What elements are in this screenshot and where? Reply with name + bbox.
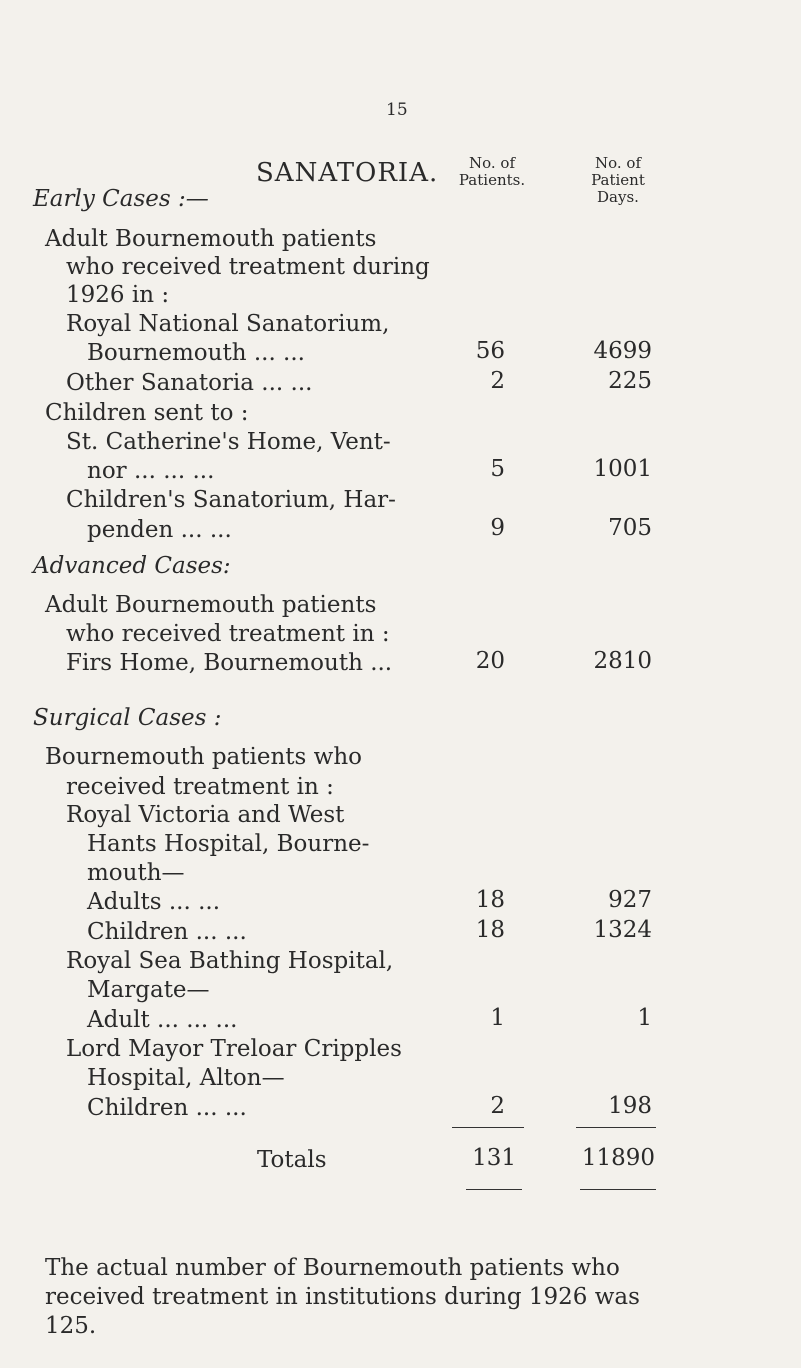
totals-rule-top-days bbox=[576, 1127, 656, 1128]
advanced-intro-line1: Adult Bournemouth patients bbox=[45, 592, 377, 618]
column-header-days bbox=[563, 155, 673, 206]
royal-victoria-line1: Royal Victoria and West bbox=[66, 802, 345, 828]
column-header-days-line3: Days. bbox=[597, 188, 639, 206]
column-header-days-line1: No. of bbox=[594, 154, 641, 172]
adults-label: Adults ... ... bbox=[87, 889, 221, 915]
column-header-days-line2: Patient bbox=[591, 171, 645, 189]
lm-children-patients: 2 bbox=[490, 1093, 505, 1119]
early-intro-line3: 1926 in : bbox=[66, 282, 170, 308]
surgical-intro-line2: received treatment in : bbox=[66, 774, 334, 800]
lm-children-days: 198 bbox=[608, 1093, 652, 1119]
firs-home-label: Firs Home, Bournemouth ... bbox=[66, 650, 393, 676]
childrens-sanatorium-patients: 9 bbox=[490, 515, 505, 541]
surgical-cases-heading: Surgical Cases : bbox=[33, 705, 222, 731]
lm-children-label: Children ... ... bbox=[87, 1095, 247, 1121]
other-sanatoria-label: Other Sanatoria ... ... bbox=[66, 370, 313, 396]
early-cases-heading: Early Cases :— bbox=[33, 186, 209, 212]
children-patients: 18 bbox=[475, 917, 505, 943]
adults-days: 927 bbox=[608, 887, 652, 913]
firs-home-patients: 20 bbox=[475, 648, 505, 674]
rns-days: 4699 bbox=[593, 338, 652, 364]
adults-patients: 18 bbox=[475, 887, 505, 913]
column-header-patients bbox=[437, 155, 547, 189]
totals-rule-top-patients bbox=[452, 1127, 524, 1128]
st-catherines-label: nor ... ... ... bbox=[87, 458, 215, 484]
rns-label: Bournemouth ... ... bbox=[87, 340, 305, 366]
lord-mayor-treloar-line2: Hospital, Alton— bbox=[87, 1065, 285, 1091]
st-catherines-days: 1001 bbox=[593, 456, 652, 482]
totals-patients: 131 bbox=[472, 1145, 516, 1171]
totals-rule-bottom-patients bbox=[466, 1189, 522, 1190]
children-days: 1324 bbox=[593, 917, 652, 943]
column-header-patients-line1: No. of bbox=[468, 154, 515, 172]
rsb-adult-label: Adult ... ... ... bbox=[87, 1007, 238, 1033]
surgical-intro-line1 bbox=[45, 742, 505, 772]
advanced-intro-line2: who received treatment in : bbox=[66, 621, 390, 647]
st-catherines-patients: 5 bbox=[490, 456, 505, 482]
totals-label: Totals bbox=[257, 1147, 327, 1173]
royal-victoria-line2: Hants Hospital, Bourne- bbox=[87, 831, 370, 857]
rns-line1: Royal National Sanatorium, bbox=[66, 311, 390, 337]
column-header-patients-line2: Patients. bbox=[458, 171, 526, 189]
other-sanatoria-days: 225 bbox=[608, 368, 652, 394]
advanced-cases-heading: Advanced Cases: bbox=[33, 553, 231, 579]
rsb-adult-patients: 1 bbox=[490, 1005, 505, 1031]
footnote-paragraph: The actual number of Bournemouth patients who received treatment in institutions during 1926 was 125. bbox=[45, 1255, 640, 1339]
totals-days: 11890 bbox=[581, 1145, 655, 1171]
page-title: SANATORIA. bbox=[256, 158, 439, 188]
childrens-sanatorium-line1: Children's Sanatorium, Har- bbox=[66, 487, 396, 513]
other-sanatoria-patients: 2 bbox=[490, 368, 505, 394]
children-label: Children ... ... bbox=[87, 919, 247, 945]
early-intro-line1: Adult Bournemouth patients bbox=[45, 226, 377, 252]
firs-home-days: 2810 bbox=[593, 648, 652, 674]
rns-patients: 56 bbox=[475, 338, 505, 364]
lord-mayor-treloar-line1: Lord Mayor Treloar Cripples bbox=[66, 1036, 402, 1062]
st-catherines-line1: St. Catherine's Home, Vent- bbox=[66, 429, 391, 455]
royal-victoria-line3: mouth— bbox=[87, 860, 185, 886]
page-number: 15 bbox=[386, 100, 408, 120]
children-intro: Children sent to : bbox=[45, 400, 249, 426]
surgical-intro-line1-text: Bournemouth patients who bbox=[45, 744, 362, 770]
royal-sea-bathing-line1: Royal Sea Bathing Hospital, bbox=[66, 948, 394, 974]
childrens-sanatorium-days: 705 bbox=[608, 515, 652, 541]
totals-rule-bottom-days bbox=[580, 1189, 656, 1190]
royal-sea-bathing-line2: Margate— bbox=[87, 977, 210, 1003]
childrens-sanatorium-label: penden ... ... bbox=[87, 517, 232, 543]
rsb-adult-days: 1 bbox=[637, 1005, 652, 1031]
early-intro-line2: who received treatment during bbox=[66, 254, 430, 280]
